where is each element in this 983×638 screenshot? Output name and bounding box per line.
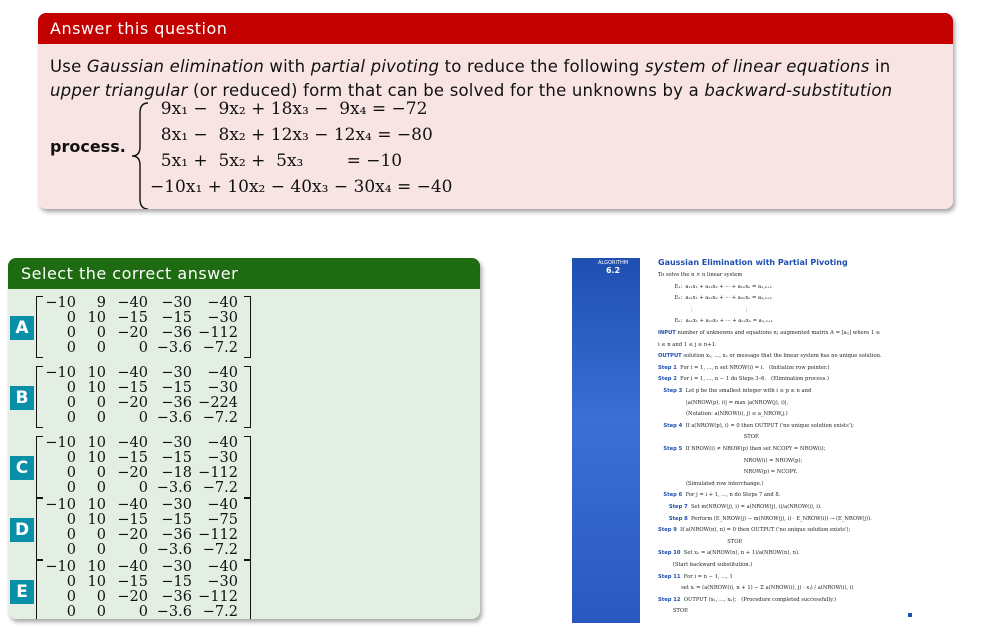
matrix-row [38,381,238,396]
matrix-cell: 9 [96,295,106,311]
question-text-part: Gaussian elimination [86,57,264,76]
matrix-cell: 0 [66,340,76,356]
matrix-cell: −7.2 [202,480,238,496]
matrix-cell: −20 [117,465,148,481]
matrix-right-bracket [244,366,251,428]
matrix-cell: −40 [207,295,238,311]
matrix-cell: −7.2 [202,410,238,426]
algorithm-line-text: For j = i + 1, ..., n do Steps 7 and 8. [682,492,781,499]
matrix-cell: −10 [45,435,76,451]
matrix-cell: −30 [161,497,192,513]
algorithm-line [658,284,772,290]
matrix-cell: 0 [66,325,76,341]
matrix-cell: 0 [96,325,106,341]
algorithm-line [658,492,780,498]
matrix-cell: 0 [66,589,76,605]
matrix-cell: 0 [138,410,148,426]
algorithm-line-text: Let p be the smallest integer with i ≤ p ≤ n and [682,388,812,394]
algorithm-step-label: Step 8 [658,515,688,522]
matrix-cell: −40 [117,435,148,451]
matrix-cell: 0 [96,604,106,619]
algorithm-step-label: OUTPUT [658,353,682,360]
matrix-cell: −40 [207,559,238,575]
matrix-cell: −40 [117,365,148,381]
end-marker [908,613,912,617]
question-text-part: upper triangular [50,81,188,100]
matrix-cell: −3.6 [156,410,192,426]
matrix-cell: −15 [117,310,148,326]
matrix-row [38,396,238,411]
matrix-cell: 0 [96,542,106,558]
algorithm-line [658,318,773,324]
option-letter-badge[interactable]: C [10,456,34,480]
answer-option-b[interactable] [8,366,328,430]
algorithm-line [658,504,822,510]
matrix-cell: −20 [117,589,148,605]
algorithm-line [658,516,872,522]
option-matrix [38,498,238,558]
matrix-cell: −40 [117,295,148,311]
algorithm-line [658,400,788,406]
matrix-cell: 0 [66,410,76,426]
matrix-cell: −20 [117,395,148,411]
option-letter-badge[interactable]: E [10,580,34,604]
algorithm-step-label: Step 7 [658,504,688,510]
algorithm-line-text: E₁: a₁₁x₁ + a₁₂x₂ + ··· + a₁ₙxₙ = a₁,ₙ₊₁ [658,283,772,290]
algorithm-line [658,411,788,417]
algorithm-line-text: STOP. [658,538,743,545]
algorithm-reference [572,258,914,623]
algorithm-step-label: Step 1 [658,364,677,371]
algorithm-title: Gaussian Elimination with Partial Pivoting [658,258,848,267]
algorithm-step-label: Step 3 [658,388,683,394]
algorithm-line [658,272,742,278]
option-letter-badge[interactable]: D [10,518,34,542]
algorithm-line-text: solution x₁, ..., xₙ or message that the linear system has no unique solution. [681,353,882,360]
algorithm-line-text: If NROW(i) ≠ NROW(p) then set NCOPY = NROW(i); [682,446,826,452]
matrix-row [38,543,238,558]
matrix-cell: −15 [161,574,192,590]
matrix-cell: −15 [161,310,192,326]
question-text-part: system of linear equations [644,57,870,76]
option-matrix [38,560,238,619]
algorithm-line-text: (Simulated row interchange.) [658,480,764,487]
matrix-cell: 10 [87,435,106,451]
matrix-right-bracket [244,498,251,560]
algorithm-tag-number: 6.2 [605,266,621,275]
algorithm-line-text: Set m(NROW(j), i) = a(NROW(j), i)/a(NROW(i), i). [687,504,822,510]
matrix-row [38,366,238,381]
option-letter-badge[interactable]: A [10,316,34,340]
equation-4: −10x₁ + 10x₂ − 40x₃ − 30x₄ = −40 [150,177,453,197]
question-text-part: with [263,57,311,76]
matrix-cell: −10 [45,559,76,575]
algorithm-line-text: number of unknowns and equations n; augmented matrix A = [aᵢⱼ] where 1 ≤ [675,330,881,336]
matrix-cell: −30 [207,380,238,396]
algorithm-tag-label: ALGORITHM [598,260,629,266]
algorithm-step-label: INPUT [658,330,676,336]
algorithm-line [658,574,733,580]
matrix-right-bracket [244,560,251,619]
question-text-part: backward-substitution [704,81,893,100]
algorithm-line [658,353,882,359]
algorithm-line [658,330,880,336]
answer-option-e[interactable] [8,560,328,619]
algorithm-line-text: (Start backward substitution.) [658,562,753,568]
option-matrix [38,296,238,356]
algorithm-line [658,446,825,452]
matrix-cell: 0 [66,512,76,528]
matrix-cell: −15 [161,450,192,466]
matrix-cell: −112 [198,589,238,605]
matrix-cell: −36 [161,325,192,341]
matrix-row [38,341,238,356]
algorithm-step-label: Step 12 [658,596,681,603]
answer-panel [8,258,480,619]
matrix-right-bracket [244,436,251,498]
question-text [50,55,945,103]
algorithm-step-label: Step 10 [658,550,681,557]
matrix-cell: −40 [207,365,238,381]
matrix-cell: 0 [66,450,76,466]
matrix-cell: 0 [66,604,76,619]
matrix-cell: 0 [66,527,76,543]
matrix-cell: −15 [117,450,148,466]
matrix-cell: −40 [207,497,238,513]
answer-option-c[interactable] [8,436,328,500]
algorithm-line [658,527,850,533]
algorithm-line [658,585,854,591]
algorithm-line-text: |a(NROW(p), i)| = max |a(NROW(j), i)|. [658,399,789,406]
matrix-cell: −30 [207,450,238,466]
matrix-cell: −7.2 [202,340,238,356]
matrix-row [38,326,238,341]
matrix-cell: −30 [207,574,238,590]
matrix-row [38,528,238,543]
matrix-left-bracket [36,498,43,560]
question-text-part: to reduce the following [439,57,645,76]
question-text-part: Use [50,57,87,76]
matrix-cell: 0 [96,340,106,356]
matrix-cell: −40 [117,497,148,513]
algorithm-line [658,458,802,464]
algorithm-step-label: Step 4 [658,422,683,429]
algorithm-step-label: Step 9 [658,527,677,534]
option-matrix [38,436,238,496]
matrix-row [38,311,238,326]
option-letter-badge[interactable]: B [10,386,34,410]
matrix-cell: 10 [87,512,106,528]
algorithm-line-text: STOP. [658,608,689,615]
algorithm-line [658,434,759,440]
matrix-right-bracket [244,296,251,358]
question-text-part: in [869,57,891,76]
matrix-row [38,451,238,466]
matrix-cell: −7.2 [202,604,238,619]
algorithm-line-text: STOP. [658,434,760,441]
algorithm-line [658,539,743,545]
algorithm-line [658,388,811,394]
matrix-cell: −30 [207,310,238,326]
matrix-cell: −3.6 [156,542,192,558]
matrix-cell: −40 [207,435,238,451]
matrix-cell: −20 [117,325,148,341]
algorithm-line-text: set xᵢ = (a(NROW(i), n + 1) − Σ a(NROW(i), j) · xⱼ) / a(NROW(i), i) [658,585,854,592]
matrix-left-bracket [36,560,43,619]
algorithm-line-text: For i = 1, ..., n − 1 do Steps 3–6. (Elimination process.) [676,376,829,383]
matrix-cell: 0 [66,542,76,558]
matrix-row [38,590,238,605]
algorithm-line-text: NROW(p) = NCOPY. [658,469,798,476]
matrix-row [38,498,238,513]
question-text-part: partial pivoting [310,57,440,76]
matrix-cell: −30 [161,365,192,381]
algorithm-sidebar [572,258,640,623]
matrix-left-bracket [36,366,43,428]
matrix-cell: −3.6 [156,340,192,356]
matrix-cell: 10 [87,380,106,396]
algorithm-line [658,295,772,301]
matrix-cell: −3.6 [156,480,192,496]
matrix-cell: 0 [96,395,106,411]
matrix-cell: 10 [87,497,106,513]
algorithm-line [658,597,836,603]
algorithm-line-text: Eₙ: aₙ₁x₁ + aₙ₂x₂ + ··· + aₙₙxₙ = aₙ,ₙ₊₁ [658,318,773,325]
matrix-cell: −112 [198,325,238,341]
algorithm-line [658,608,688,614]
matrix-cell: 0 [138,604,148,619]
matrix-cell: −112 [198,465,238,481]
option-matrix [38,366,238,426]
matrix-cell: 0 [66,380,76,396]
matrix-cell: 0 [66,574,76,590]
answer-header: Select the correct answer [8,258,480,289]
algorithm-line-text: (Notation: a(NROW(i), j) ≡ a_NROW,j.) [658,411,788,418]
question-text-part: (or reduced) form that can be solved for the unknowns by a [187,81,705,100]
matrix-cell: −20 [117,527,148,543]
matrix-row [38,436,238,451]
matrix-cell: −10 [45,365,76,381]
matrix-cell: −18 [161,465,192,481]
algorithm-line-text: OUTPUT (x₁, ..., xₙ); (Procedure completed successfully.) [680,596,836,603]
matrix-cell: −36 [161,527,192,543]
matrix-cell: 0 [96,465,106,481]
algorithm-line-text: ⋮ ⋮ [658,306,750,313]
algorithm-tag [598,260,628,276]
matrix-cell: −112 [198,527,238,543]
algorithm-line-text: If a(NROW(n), n) = 0 then OUTPUT ('no unique solution exists'); [676,527,851,534]
matrix-cell: 0 [138,480,148,496]
matrix-cell: −3.6 [156,604,192,619]
algorithm-line-text: To solve the n × n linear system [658,272,743,278]
matrix-cell: −15 [117,380,148,396]
algorithm-step-label: Step 11 [658,573,681,580]
matrix-cell: −10 [45,497,76,513]
matrix-cell: −36 [161,589,192,605]
matrix-cell: 0 [96,589,106,605]
matrix-cell: 10 [87,310,106,326]
matrix-cell: 0 [66,465,76,481]
matrix-cell: 0 [66,480,76,496]
algorithm-step-label: Step 2 [658,376,677,383]
matrix-cell: 0 [66,310,76,326]
algorithm-line [658,550,800,556]
matrix-cell: −15 [161,380,192,396]
matrix-row [38,466,238,481]
matrix-cell: −7.2 [202,542,238,558]
question-panel [38,13,953,209]
algorithm-line [658,307,749,313]
question-header: Answer this question [38,13,953,44]
equation-3: 5x₁ + 5x₂ + 5x₃ = −10 [150,151,403,171]
matrix-cell: −40 [117,559,148,575]
matrix-cell: 0 [66,395,76,411]
matrix-cell: 0 [138,340,148,356]
matrix-cell: 10 [87,559,106,575]
matrix-cell: 10 [87,574,106,590]
algorithm-line [658,376,829,382]
matrix-cell: −30 [161,435,192,451]
equation-2: 8x₁ − 8x₂ + 12x₃ − 12x₄ = −80 [150,125,433,145]
algorithm-line [658,423,854,429]
matrix-cell: −75 [207,512,238,528]
algorithm-line-text: Set xₙ = a(NROW(n), n + 1)/a(NROW(n), n). [680,550,800,557]
matrix-cell: 0 [96,480,106,496]
matrix-cell: −36 [161,395,192,411]
matrix-cell: −30 [161,559,192,575]
matrix-cell: −10 [45,295,76,311]
matrix-row [38,481,238,496]
matrix-left-bracket [36,296,43,358]
matrix-row [38,605,238,619]
algorithm-line [658,365,830,371]
matrix-cell: 0 [96,527,106,543]
algorithm-line-text: For i = n − 1, ..., 1 [680,573,733,580]
matrix-row [38,513,238,528]
algorithm-line-text: Perform (E_NROW(j) − m(NROW(j), i) · E_NROW(i)) → (E_NROW(j)). [687,515,872,522]
algorithm-line [658,469,797,475]
matrix-cell: −224 [198,395,238,411]
matrix-cell: 0 [96,410,106,426]
matrix-row [38,575,238,590]
equation-1: 9x₁ − 9x₂ + 18x₃ − 9x₄ = −72 [150,99,428,119]
algorithm-line [658,562,752,568]
algorithm-line-text: For i = 1, ..., n set NROW(i) = i. (Initialize row pointer.) [676,364,830,371]
algorithm-line-text: i ≤ n and 1 ≤ j ≤ n+1. [658,341,717,348]
algorithm-step-label: Step 5 [658,446,683,452]
matrix-row [38,560,238,575]
algorithm-step-label: Step 6 [658,492,683,499]
matrix-left-bracket [36,436,43,498]
matrix-cell: 10 [87,450,106,466]
matrix-cell: −15 [117,574,148,590]
matrix-cell: −15 [161,512,192,528]
algorithm-line [658,481,763,487]
matrix-cell: 10 [87,365,106,381]
algorithm-line-text: NROW(i) = NROW(p); [658,457,803,464]
answer-option-d[interactable] [8,498,328,562]
algorithm-line-text: If a(NROW(p), i) = 0 then OUTPUT ('no unique solution exists'); [682,422,854,429]
matrix-cell: −15 [117,512,148,528]
matrix-cell: −30 [161,295,192,311]
matrix-row [38,296,238,311]
algorithm-line-text: E₂: a₂₁x₁ + a₂₂x₂ + ··· + a₂ₙxₙ = a₂,ₙ₊₁ [658,295,772,302]
matrix-cell: 0 [138,542,148,558]
process-label: process. [50,137,126,156]
matrix-row [38,411,238,426]
answer-option-a[interactable] [8,296,328,360]
algorithm-line [658,342,717,348]
